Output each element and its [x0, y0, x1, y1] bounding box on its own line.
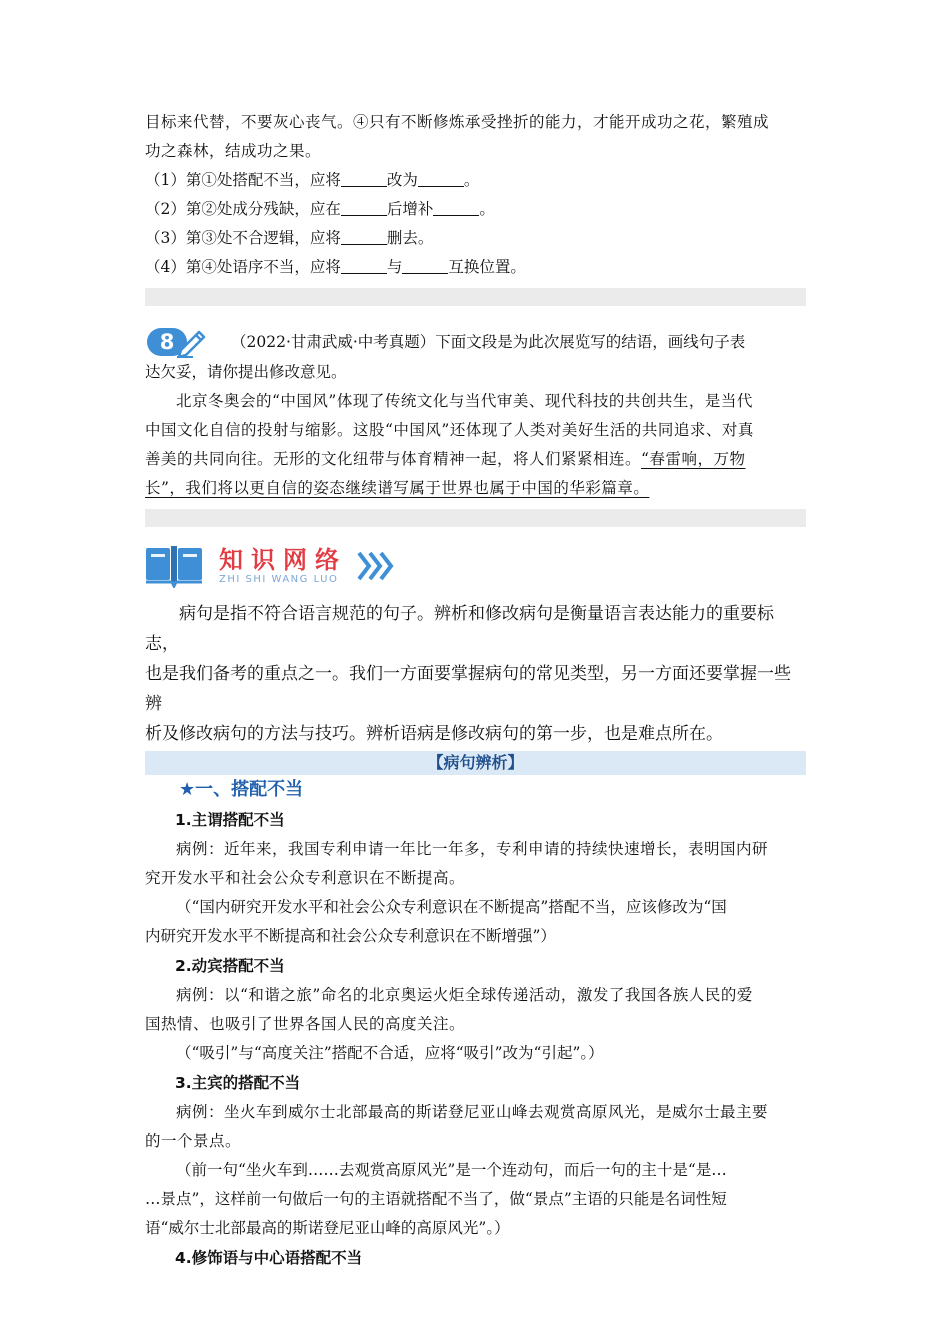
answer-blank[interactable]	[402, 259, 448, 274]
task-4: （4）第④处语序不当，应将 与 互换位置。	[145, 258, 526, 276]
section-banner: 【病句辨析】	[145, 751, 806, 775]
item-2-note-1: （“吸引”与“高度关注”搭配不合适，应将“吸引”改为“引起”。）	[176, 1044, 604, 1062]
item-1-example-1: 病例：近年来，我国专利申请一年比一年多，专利申请的持续快速增长，表明国内研	[176, 840, 769, 858]
underlined-sentence: “春雷响，万物	[641, 450, 746, 468]
item-2-example-2: 国热情、也吸引了世界各国人民的高度关注。	[145, 1015, 466, 1033]
item-1-title: 1.主谓搭配不当	[175, 811, 285, 829]
question-8-passage-3: 善美的共同向往。无形的文化纽带与体育精神一起，将人们紧紧相连。“春雷响，万物	[145, 450, 746, 468]
book-icon	[145, 544, 203, 588]
intro-line-1: 目标来代替，不要灰心丧气。④只有不断修炼承受挫折的能力，才能开成功之花，繁殖成	[145, 113, 770, 131]
item-4-title: 4.修饰语与中心语搭配不当	[175, 1249, 363, 1267]
answer-blank[interactable]	[341, 259, 387, 274]
item-3-example-1: 病例：坐火车到威尔士北部最高的斯诺登尼亚山峰去观赏高原风光，是威尔士最主要	[176, 1103, 769, 1121]
document-page	[145, 108, 806, 1273]
question-8-prompt-2: 达欠妥，请你提出修改意见。	[145, 363, 347, 381]
chevron-right-icon	[355, 549, 395, 583]
answer-blank[interactable]	[341, 201, 387, 216]
item-1-note-1: （“国内研究开发水平和社会公众专利意识在不断提高”搭配不当，应该修改为“国	[176, 898, 727, 916]
question-8-header	[145, 326, 806, 358]
answer-area	[145, 509, 806, 527]
knowledge-paragraph-1: 病句是指不符合语言规范的句子。辨析和修改病句是衡量语言表达能力的重要标志，	[145, 604, 774, 654]
knowledge-paragraph-3: 析及修改病句的方法与技巧。辨析语病是修改病句的第一步，也是难点所在。	[145, 724, 723, 744]
question-8-prompt-1: （2022·甘肃武威·中考真题）下面文段是为此次展览写的结语，画线句子表	[231, 333, 746, 351]
knowledge-paragraph-2: 也是我们备考的重点之一。我们一方面要掌握病句的常见类型，另一方面还要掌握一些辨	[145, 664, 791, 714]
item-1-example-2: 究开发水平和社会公众专利意识在不断提高。	[145, 869, 466, 887]
item-2-example-1: 病例：以“和谐之旅”命名的北京奥运火炬全球传递活动，激发了我国各族人民的爱	[176, 986, 753, 1004]
question-8-passage-1: 北京冬奥会的“中国风”体现了传统文化与当代审美、现代科技的共创共生，是当代	[176, 392, 753, 410]
knowledge-pinyin: ZHI SHI WANG LUO	[219, 574, 339, 585]
item-3-title: 3.主宾的搭配不当	[175, 1074, 301, 1092]
task-3: （3）第③处不合逻辑，应将 删去。	[145, 229, 434, 247]
knowledge-title: 知识网络	[219, 546, 347, 574]
item-3-note-3: 语“威尔士北部最高的斯诺登尼亚山峰的高原风光”。）	[145, 1219, 510, 1237]
task-1: （1）第①处搭配不当，应将 改为 。	[145, 171, 480, 189]
section-heading: ★一、搭配不当	[179, 779, 304, 800]
item-2-title: 2.动宾搭配不当	[175, 957, 285, 975]
knowledge-network-header	[145, 541, 806, 591]
intro-line-2: 功之森林，结成功之果。	[145, 142, 322, 160]
answer-blank[interactable]	[341, 230, 387, 245]
pencil-icon	[175, 326, 209, 358]
question-number-badge: 8	[145, 328, 209, 358]
question-8-passage-2: 中国文化自信的投射与缩影。这股“中国风”还体现了人类对美好生活的共同追求、对真	[145, 421, 754, 439]
item-3-example-2: 的一个景点。	[145, 1132, 242, 1150]
task-2: （2）第②处成分残缺，应在 后增补 。	[145, 200, 495, 218]
answer-blank[interactable]	[418, 172, 464, 187]
item-3-note-1: （前一句“坐火车到……去观赏高原风光”是一个连动句，而后一句的主十是“是…	[176, 1161, 727, 1179]
answer-blank[interactable]	[341, 172, 387, 187]
underlined-sentence: 长”，我们将以更自信的姿态继续谱写属于世界也属于中国的华彩篇章。	[145, 479, 650, 497]
answer-blank[interactable]	[433, 201, 479, 216]
answer-area	[145, 288, 806, 306]
item-1-note-2: 内研究开发水平不断提高和社会公众专利意识在不断增强”）	[145, 927, 556, 945]
item-3-note-2: …景点”，这样前一句做后一句的主语就搭配不当了，做“景点”主语的只能是名词性短	[145, 1190, 727, 1208]
